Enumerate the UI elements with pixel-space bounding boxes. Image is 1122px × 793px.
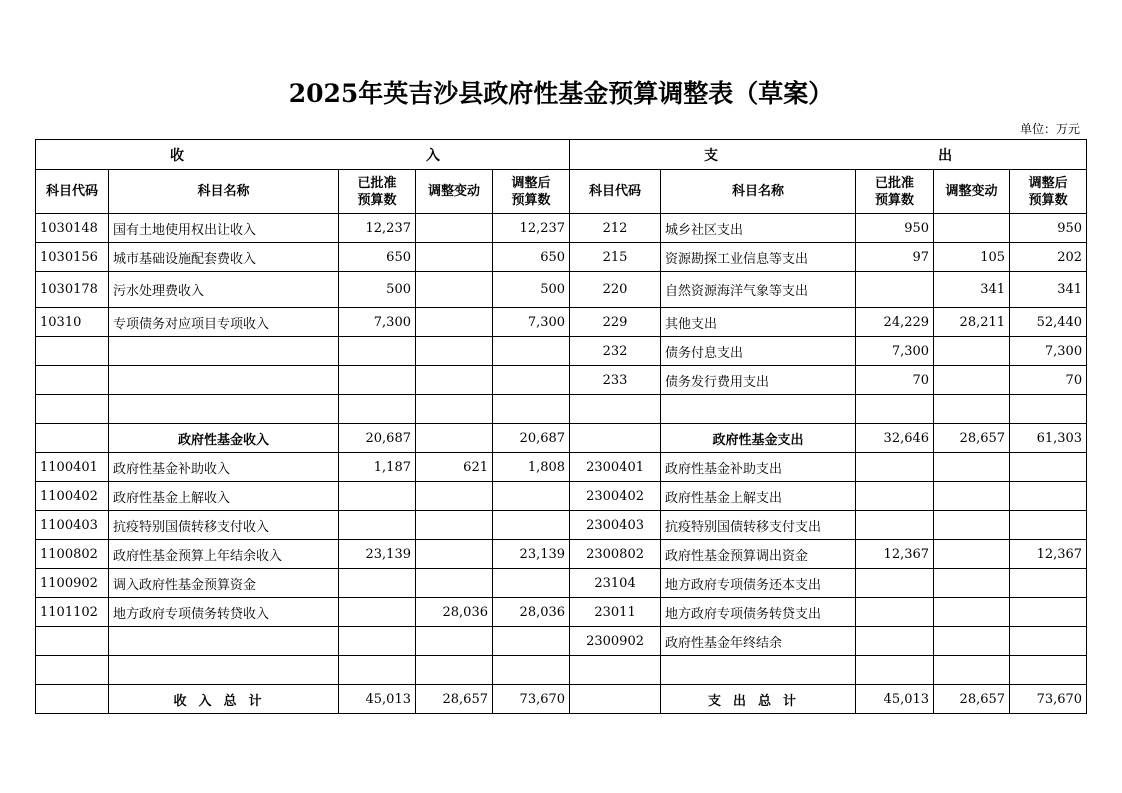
income-name-cell [109,627,339,656]
income-code-cell [36,337,109,366]
expense-name-cell: 地方政府专项债务还本支出 [661,569,856,598]
income-approved-cell [339,337,416,366]
expense-adjusted-cell: 202 [1010,243,1087,272]
income-name-cell: 政府性基金预算上年结余收入 [109,540,339,569]
expense-adjusted-cell: 7,300 [1010,337,1087,366]
expense-total-label: 支出总计 [661,685,856,714]
table-row [36,272,1087,308]
income-adjusted-cell: 500 [493,272,570,308]
column-header-row [36,170,1087,214]
income-adjusted-cell: 7,300 [493,308,570,337]
expense-approved-cell: 97 [856,243,934,272]
income-name-cell: 调入政府性基金预算资金 [109,569,339,598]
expense-code-cell: 212 [570,214,661,243]
income-adjusted-cell [493,627,570,656]
income-adjusted-cell: 1,808 [493,453,570,482]
income-approved-cell [339,366,416,395]
income-name-cell: 国有土地使用权出让收入 [109,214,339,243]
expense-name-cell: 债务付息支出 [661,337,856,366]
expense-change-cell [934,511,1010,540]
expense-name-cell: 其他支出 [661,308,856,337]
expense-approved-cell: 12,367 [856,540,934,569]
income-name-cell [109,395,339,424]
table-row [36,395,1087,424]
expense-change-cell [934,366,1010,395]
income-approved-cell [339,511,416,540]
income-adjusted-cell [493,511,570,540]
col-income-name: 科目名称 [109,170,339,214]
income-change-cell [416,511,493,540]
col-income-approved: 已批准预算数 [339,170,416,214]
income-approved-cell [339,627,416,656]
income-code-cell: 10310 [36,308,109,337]
income-change-cell [416,424,493,453]
expense-code-cell: 229 [570,308,661,337]
table-row [36,453,1087,482]
section-header-row [36,140,1087,170]
income-change-cell [416,272,493,308]
expense-code-cell: 220 [570,272,661,308]
expense-change-cell: 105 [934,243,1010,272]
income-name-cell: 污水处理费收入 [109,272,339,308]
expense-total-change: 28,657 [934,685,1010,714]
income-adjusted-cell: 23,139 [493,540,570,569]
income-name-cell: 政府性基金补助收入 [109,453,339,482]
table-row [36,540,1087,569]
expense-approved-cell: 7,300 [856,337,934,366]
income-header-right: 入 [426,147,441,164]
expense-adjusted-cell [1010,656,1087,685]
income-code-cell: 1100401 [36,453,109,482]
income-adjusted-cell: 12,237 [493,214,570,243]
income-code-cell [36,366,109,395]
expense-approved-cell [856,453,934,482]
income-approved-cell [339,395,416,424]
income-approved-cell [339,656,416,685]
income-total-approved: 45,013 [339,685,416,714]
expense-name-cell: 政府性基金预算调出资金 [661,540,856,569]
expense-approved-cell [856,272,934,308]
income-total-change: 28,657 [416,685,493,714]
expense-change-cell [934,482,1010,511]
income-change-cell: 621 [416,453,493,482]
income-approved-cell: 7,300 [339,308,416,337]
expense-approved-cell [856,482,934,511]
income-header-left: 收 [170,147,184,164]
expense-approved-cell [856,395,934,424]
expense-code-cell: 23104 [570,569,661,598]
income-approved-cell: 20,687 [339,424,416,453]
expense-change-cell [934,656,1010,685]
income-code-cell: 1100802 [36,540,109,569]
income-change-cell [416,656,493,685]
income-change-cell [416,308,493,337]
income-approved-cell: 23,139 [339,540,416,569]
income-adjusted-cell [493,366,570,395]
expense-name-cell: 债务发行费用支出 [661,366,856,395]
col-income-adjusted: 调整后预算数 [493,170,570,214]
income-name-cell [109,366,339,395]
expense-approved-cell: 24,229 [856,308,934,337]
table-row [36,308,1087,337]
col-expense-name: 科目名称 [661,170,856,214]
income-section-header [36,140,570,170]
expense-adjusted-cell [1010,569,1087,598]
expense-change-cell: 28,211 [934,308,1010,337]
expense-approved-cell [856,598,934,627]
income-approved-cell [339,569,416,598]
income-code-cell [36,627,109,656]
total-row [36,685,1087,714]
income-name-cell: 政府性基金收入 [109,424,339,453]
income-code-cell: 1030178 [36,272,109,308]
expense-section-header [570,140,1087,170]
expense-name-cell: 政府性基金支出 [661,424,856,453]
income-approved-cell: 1,187 [339,453,416,482]
expense-approved-cell [856,511,934,540]
income-name-cell: 抗疫特别国债转移支付收入 [109,511,339,540]
expense-code-cell: 2300401 [570,453,661,482]
expense-adjusted-cell [1010,511,1087,540]
expense-code-cell: 23011 [570,598,661,627]
expense-change-cell [934,453,1010,482]
col-expense-approved: 已批准预算数 [856,170,934,214]
income-approved-cell [339,482,416,511]
income-approved-cell: 12,237 [339,214,416,243]
expense-name-cell: 政府性基金年终结余 [661,627,856,656]
income-change-cell [416,243,493,272]
expense-total-approved: 45,013 [856,685,934,714]
income-adjusted-cell: 20,687 [493,424,570,453]
table-row [36,511,1087,540]
table-row [36,656,1087,685]
expense-header-right: 出 [938,147,953,164]
table-row [36,569,1087,598]
income-total-adjusted: 73,670 [493,685,570,714]
expense-code-cell [570,395,661,424]
income-adjusted-cell [493,656,570,685]
expense-code-cell [570,424,661,453]
expense-adjusted-cell [1010,598,1087,627]
expense-change-cell [934,627,1010,656]
page-title: 2025年英吉沙县政府性基金预算调整表（草案） [288,79,834,108]
expense-name-cell: 城乡社区支出 [661,214,856,243]
income-change-cell [416,214,493,243]
expense-total-adjusted: 73,670 [1010,685,1087,714]
table-row [36,214,1087,243]
expense-approved-cell: 32,646 [856,424,934,453]
expense-change-cell [934,337,1010,366]
expense-adjusted-cell: 70 [1010,366,1087,395]
col-expense-adjusted: 调整后预算数 [1010,170,1087,214]
table-row [36,424,1087,453]
expense-name-cell: 政府性基金上解支出 [661,482,856,511]
expense-name-cell: 抗疫特别国债转移支付支出 [661,511,856,540]
expense-approved-cell [856,569,934,598]
expense-name-cell [661,395,856,424]
col-income-code: 科目代码 [36,170,109,214]
expense-adjusted-cell: 950 [1010,214,1087,243]
expense-adjusted-cell [1010,482,1087,511]
income-name-cell: 城市基础设施配套费收入 [109,243,339,272]
income-code-cell: 1100402 [36,482,109,511]
income-adjusted-cell [493,569,570,598]
expense-code-cell: 233 [570,366,661,395]
income-code-cell [36,395,109,424]
income-code-cell: 1030156 [36,243,109,272]
col-expense-change: 调整变动 [934,170,1010,214]
income-change-cell: 28,036 [416,598,493,627]
expense-change-cell [934,214,1010,243]
income-change-cell [416,627,493,656]
expense-code-cell: 2300402 [570,482,661,511]
expense-approved-cell: 950 [856,214,934,243]
income-approved-cell: 500 [339,272,416,308]
table-row [36,366,1087,395]
expense-code-cell: 2300403 [570,511,661,540]
expense-change-cell: 341 [934,272,1010,308]
expense-change-cell: 28,657 [934,424,1010,453]
col-income-change: 调整变动 [416,170,493,214]
income-change-cell [416,482,493,511]
income-name-cell [109,337,339,366]
expense-adjusted-cell: 61,303 [1010,424,1087,453]
income-change-cell [416,337,493,366]
expense-change-cell [934,598,1010,627]
income-approved-cell [339,598,416,627]
budget-table [35,139,1087,714]
income-code-cell: 1101102 [36,598,109,627]
expense-name-cell: 资源勘探工业信息等支出 [661,243,856,272]
expense-name-cell [661,656,856,685]
income-adjusted-cell [493,482,570,511]
income-change-cell [416,395,493,424]
income-name-cell [109,656,339,685]
expense-code-cell: 215 [570,243,661,272]
income-adjusted-cell [493,395,570,424]
expense-approved-cell: 70 [856,366,934,395]
expense-adjusted-cell: 341 [1010,272,1087,308]
expense-adjusted-cell: 52,440 [1010,308,1087,337]
expense-code-cell: 232 [570,337,661,366]
expense-code-cell: 2300802 [570,540,661,569]
income-code-cell: 1100902 [36,569,109,598]
income-name-cell: 地方政府专项债务转贷收入 [109,598,339,627]
income-adjusted-cell: 28,036 [493,598,570,627]
income-code-cell [36,424,109,453]
expense-adjusted-cell: 12,367 [1010,540,1087,569]
expense-code-cell [570,656,661,685]
income-adjusted-cell: 650 [493,243,570,272]
income-name-cell: 政府性基金上解收入 [109,482,339,511]
expense-approved-cell [856,656,934,685]
income-adjusted-cell [493,337,570,366]
income-code-cell [36,656,109,685]
expense-change-cell [934,395,1010,424]
unit-label: 单位：万元 [1019,122,1080,136]
expense-name-cell: 政府性基金补助支出 [661,453,856,482]
expense-adjusted-cell [1010,453,1087,482]
table-row [36,482,1087,511]
expense-name-cell: 自然资源海洋气象等支出 [661,272,856,308]
expense-name-cell: 地方政府专项债务转贷支出 [661,598,856,627]
income-code-cell: 1030148 [36,214,109,243]
expense-adjusted-cell [1010,395,1087,424]
table-row [36,598,1087,627]
expense-adjusted-cell [1010,627,1087,656]
income-approved-cell: 650 [339,243,416,272]
expense-approved-cell [856,627,934,656]
income-total-label: 收入总计 [109,685,339,714]
table-row [36,627,1087,656]
income-name-cell: 专项债务对应项目专项收入 [109,308,339,337]
col-expense-code: 科目代码 [570,170,661,214]
expense-change-cell [934,569,1010,598]
income-change-cell [416,540,493,569]
expense-code-cell: 2300902 [570,627,661,656]
income-change-cell [416,569,493,598]
table-row [36,337,1087,366]
expense-change-cell [934,540,1010,569]
expense-header-left: 支 [704,147,719,164]
income-code-cell: 1100403 [36,511,109,540]
income-change-cell [416,366,493,395]
table-row [36,243,1087,272]
